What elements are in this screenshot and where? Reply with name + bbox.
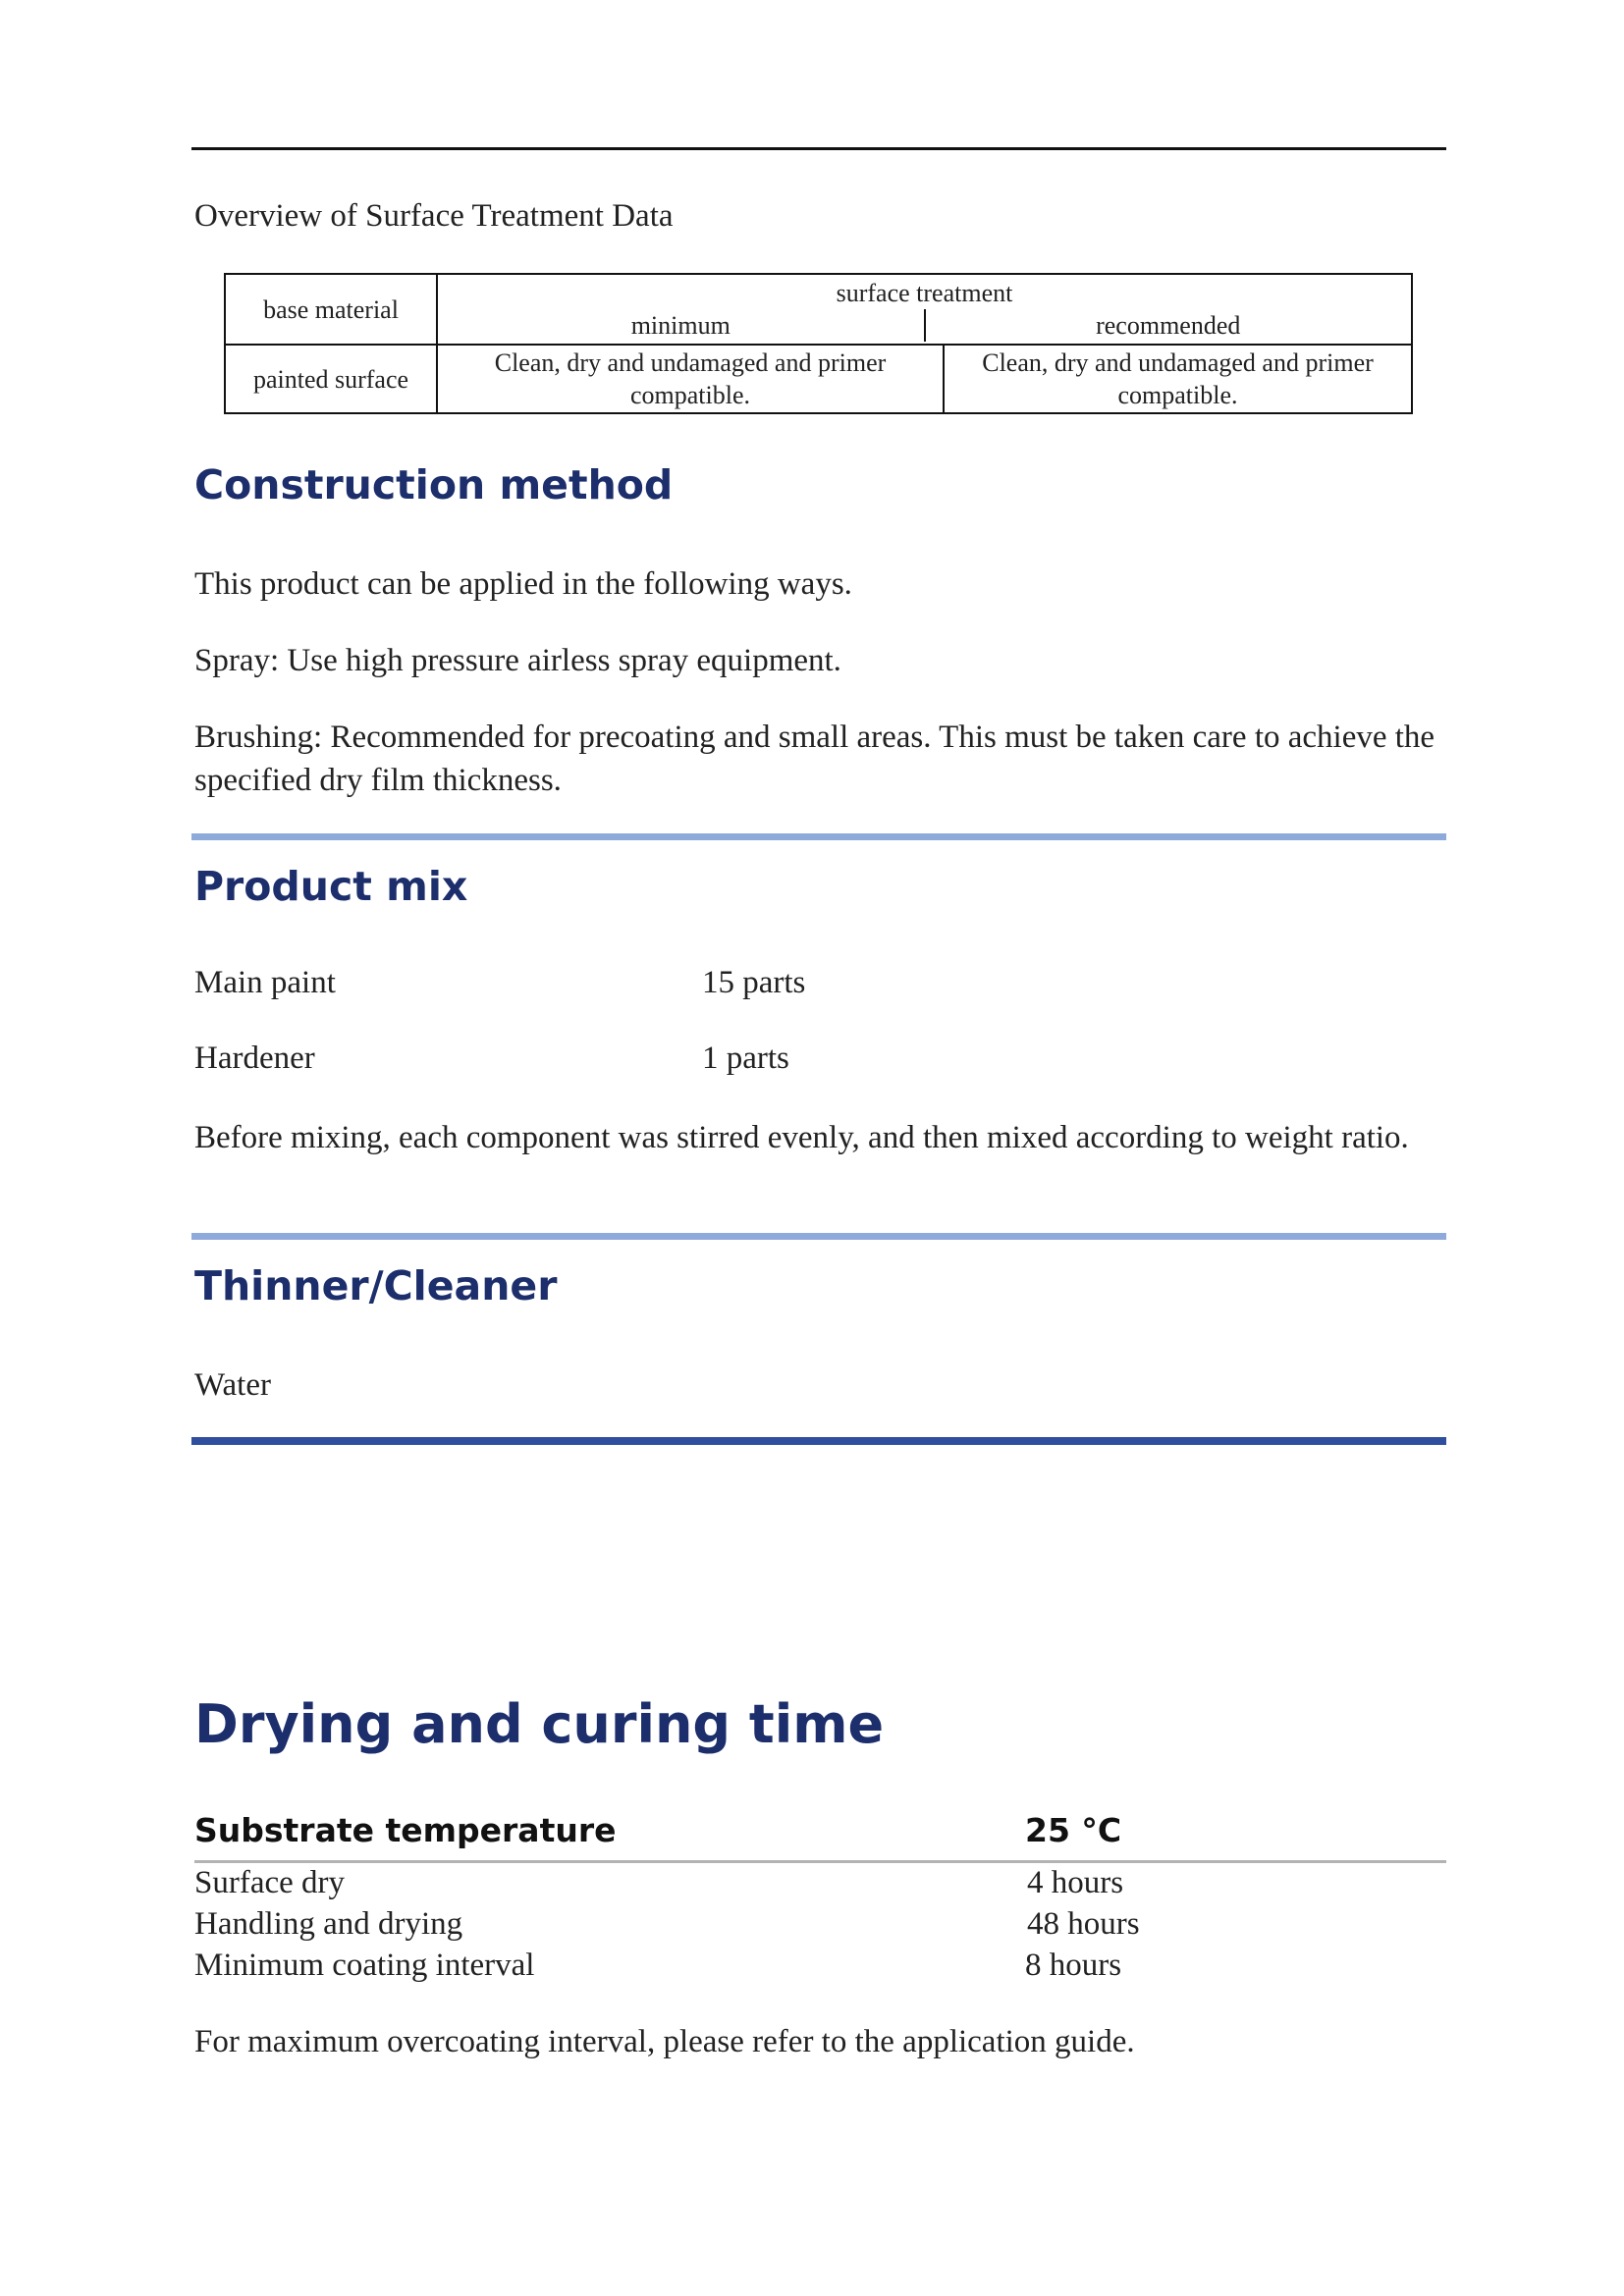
top-rule: [191, 147, 1446, 150]
mix-label-hardener: Hardener: [194, 1041, 315, 1076]
mix-value-main-paint: 15 parts: [702, 965, 806, 1000]
section-divider: [191, 1233, 1446, 1240]
construction-heading: Construction method: [194, 461, 674, 508]
subheader-row: [438, 309, 1411, 342]
drying-value-surface-dry: 4 hours: [1027, 1865, 1124, 1900]
col-group-label: surface treatment: [836, 279, 1013, 307]
drying-label-handling: Handling and drying: [194, 1906, 463, 1942]
col-base-material: base material: [225, 274, 437, 345]
col-recommended: recommended: [1096, 311, 1241, 340]
drying-header-rule: [194, 1860, 1446, 1863]
drying-label-min-interval: Minimum coating interval: [194, 1948, 535, 1983]
drying-note: For maximum overcoating interval, please refer to the application guide.: [194, 2024, 1135, 2059]
table-header-row: [225, 274, 1412, 345]
mix-label-main-paint: Main paint: [194, 965, 336, 1000]
mix-note: Before mixing, each component was stirred evenly, and then mixed according to weight ratio.: [194, 1120, 1409, 1155]
cell-minimum: Clean, dry and undamaged and primer compatible.: [437, 345, 944, 413]
drying-header-label: Substrate temperature: [194, 1811, 617, 1849]
construction-spray: Spray: Use high pressure airless spray equipment.: [194, 643, 841, 678]
thinner-value: Water: [194, 1367, 271, 1403]
thinner-heading: Thinner/Cleaner: [194, 1262, 558, 1309]
cell-base: painted surface: [225, 345, 437, 413]
col-minimum: minimum: [438, 309, 926, 342]
section-divider: [191, 833, 1446, 840]
construction-intro: This product can be applied in the following ways.: [194, 566, 852, 602]
cell-recommended: Clean, dry and undamaged and primer compatible.: [944, 345, 1412, 413]
table-row: [225, 345, 1412, 413]
drying-value-min-interval: 8 hours: [1025, 1948, 1122, 1983]
section-divider-dark: [191, 1437, 1446, 1445]
product-mix-heading: Product mix: [194, 863, 468, 910]
overview-title: Overview of Surface Treatment Data: [194, 198, 674, 234]
drying-heading: Drying and curing time: [194, 1693, 885, 1755]
construction-brushing: Brushing: Recommended for precoating and small areas. This must be taken care to achieve the specified dry film thickness.: [194, 720, 1435, 798]
col-surface-treatment: [437, 274, 1412, 345]
mix-value-hardener: 1 parts: [702, 1041, 789, 1076]
drying-header-value: 25 °C: [1025, 1811, 1122, 1849]
drying-value-handling: 48 hours: [1027, 1906, 1140, 1942]
drying-label-surface-dry: Surface dry: [194, 1865, 346, 1900]
surface-treatment-table: [224, 273, 1413, 414]
